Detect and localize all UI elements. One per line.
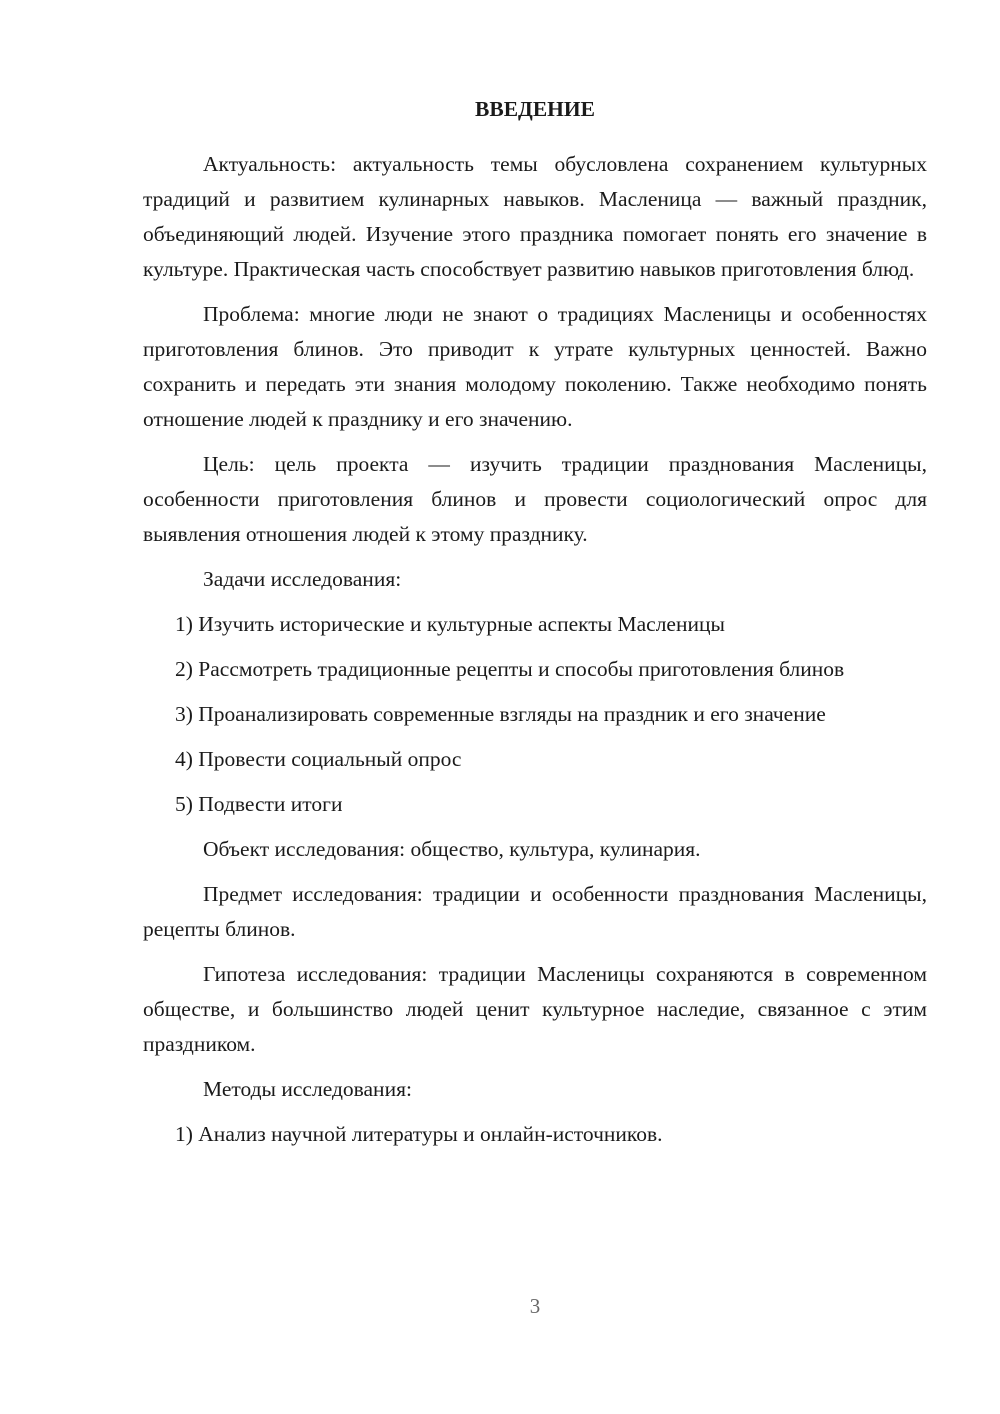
section-title: ВВЕДЕНИЕ — [475, 97, 595, 121]
hypothesis-paragraph: Гипотеза исследования: традиции Масленицы сохраняются в современном обществе, и большинство людей ценит культурное наследие, связанное с этим праздником. — [143, 962, 927, 1056]
method-item: 1) Анализ научной литературы и онлайн-источников. — [175, 1122, 663, 1146]
problem-paragraph: Проблема: многие люди не знают о традициях Масленицы и особенностях приготовления блинов. Это приводит к утрате культурных ценностей. Важно сохранить и передать эти знания молодому поколению. Также необходимо понять отношение людей к празднику и его значению. — [143, 302, 927, 431]
page-number: 3 — [529, 1294, 541, 1318]
document-page — [143, 92, 927, 1162]
tasks-heading: Задачи исследования: — [203, 567, 402, 591]
goal-paragraph: Цель: цель проекта — изучить традиции празднования Масленицы, особенности приготовления блинов и провести социологический опрос для выявления отношения людей к этому празднику. — [143, 452, 927, 546]
task-item: 5) Подвести итоги — [175, 792, 343, 816]
object-paragraph: Объект исследования: общество, культура, кулинария. — [203, 837, 701, 861]
task-item: 4) Провести социальный опрос — [175, 747, 462, 771]
relevance-paragraph: Актуальность: актуальность темы обусловлена сохранением культурных традиций и развитием кулинарных навыков. Масленица — важный праздник, объединяющий людей. Изучение этого праздника помогает понять его значение в культуре. Практическая часть способствует развитию навыков приготовления блюд. — [143, 152, 927, 281]
task-item: 2) Рассмотреть традиционные рецепты и способы приготовления блинов — [175, 657, 845, 681]
task-item: 3) Проанализировать современные взгляды на праздник и его значение — [175, 702, 826, 726]
task-item: 1) Изучить исторические и культурные аспекты Масленицы — [175, 612, 725, 636]
subject-paragraph: Предмет исследования: традиции и особенности празднования Масленицы, рецепты блинов. — [143, 882, 927, 941]
methods-heading: Методы исследования: — [203, 1077, 412, 1101]
